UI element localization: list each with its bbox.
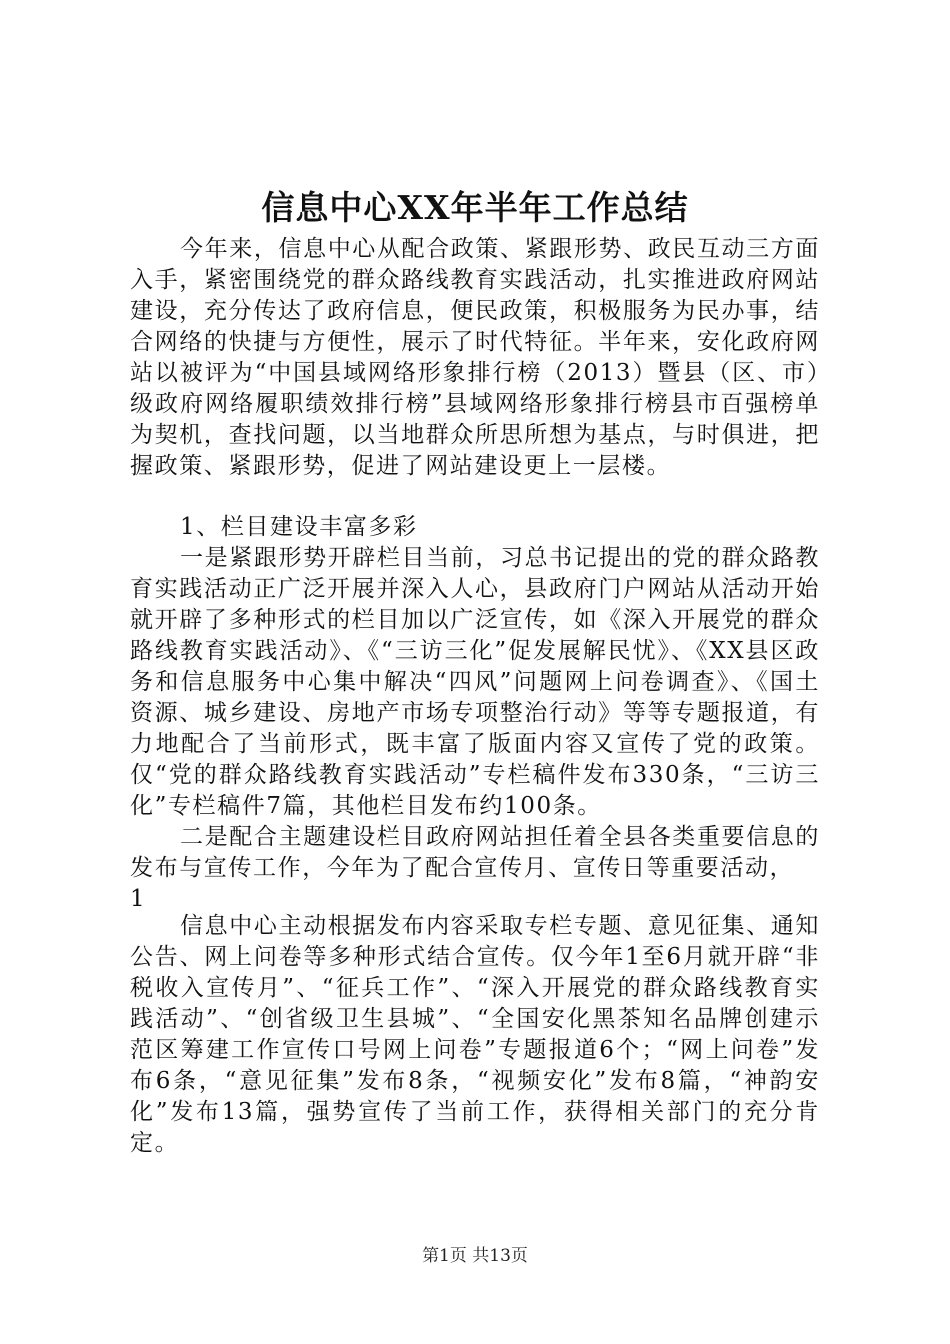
paragraph-3: 信息中心主动根据发布内容采取专栏专题、意见征集、通知公告、网上问卷等多种形式结合宣传。仅今年1至6月就开辟“非税收入宣传月”、“征兵工作”、“深入开展党的群众路线教育实践活动”、“创省级卫生县城”、“全国安化黑茶知名品牌创建示范区筹建工作宣传口号网上问卷”专题报道6个；“网上问卷”发布6条，“意见征集”发布8条，“视频安化”发布8篇，“神韵安化”发布13篇，强势宣传了当前工作，获得相关部门的充分肯定。 (130, 913, 820, 1156)
paragraph-1: 一是紧跟形势开辟栏目当前，习总书记提出的党的群众路教育实践活动正广泛开展并深入人心，县政府门户网站从活动开始就开辟了多种形式的栏目加以广泛宣传，如《深入开展党的群众路线教育实践活动》、《“三访三化”促发展解民忧》、《XX县区政务和信息服务中心集中解决“四风”问题网上问卷调查》、《国土资源、城乡建设、房地产市场专项整治行动》等等专题报道，有力地配合了当前形式，既丰富了版面内容又宣传了党的政策。仅“党的群众路线教育实践活动”专栏稿件发布330条，“三访三化”专栏稿件7篇，其他栏目发布约100条。 (130, 545, 820, 819)
intro-block (130, 234, 820, 482)
page-marker: 1 (130, 886, 147, 912)
section-heading: 1、栏目建设丰富多彩 (180, 514, 418, 540)
continuation-block (130, 911, 820, 1159)
intro-paragraph: 今年来，信息中心从配合政策、紧跟形势、政民互动三方面入手，紧密围绕党的群众路线教育实践活动，扎实推进政府网站建设，充分传达了政府信息，便民政策，积极服务为民办事，结合网络的快捷与方便性，展示了时代特征。半年来，安化政府网站以被评为“中国县域网络形象排行榜（2013）暨县（区、市）级政府网络履职绩效排行榜”县域网络形象排行榜县市百强榜单为契机，查找问题，以当地群众所思所想为基点，与时俱进，把握政策、紧跟形势，促进了网站建设更上一层楼。 (130, 236, 820, 479)
paragraph-2: 二是配合主题建设栏目政府网站担任着全县各类重要信息的发布与宣传工作，今年为了配合宣传月、宣传日等重要活动， (130, 824, 820, 881)
section-block (130, 512, 820, 915)
page-footer: 第1页 共13页 (422, 1246, 528, 1266)
document-title: 信息中心XX年半年工作总结 (261, 188, 689, 227)
